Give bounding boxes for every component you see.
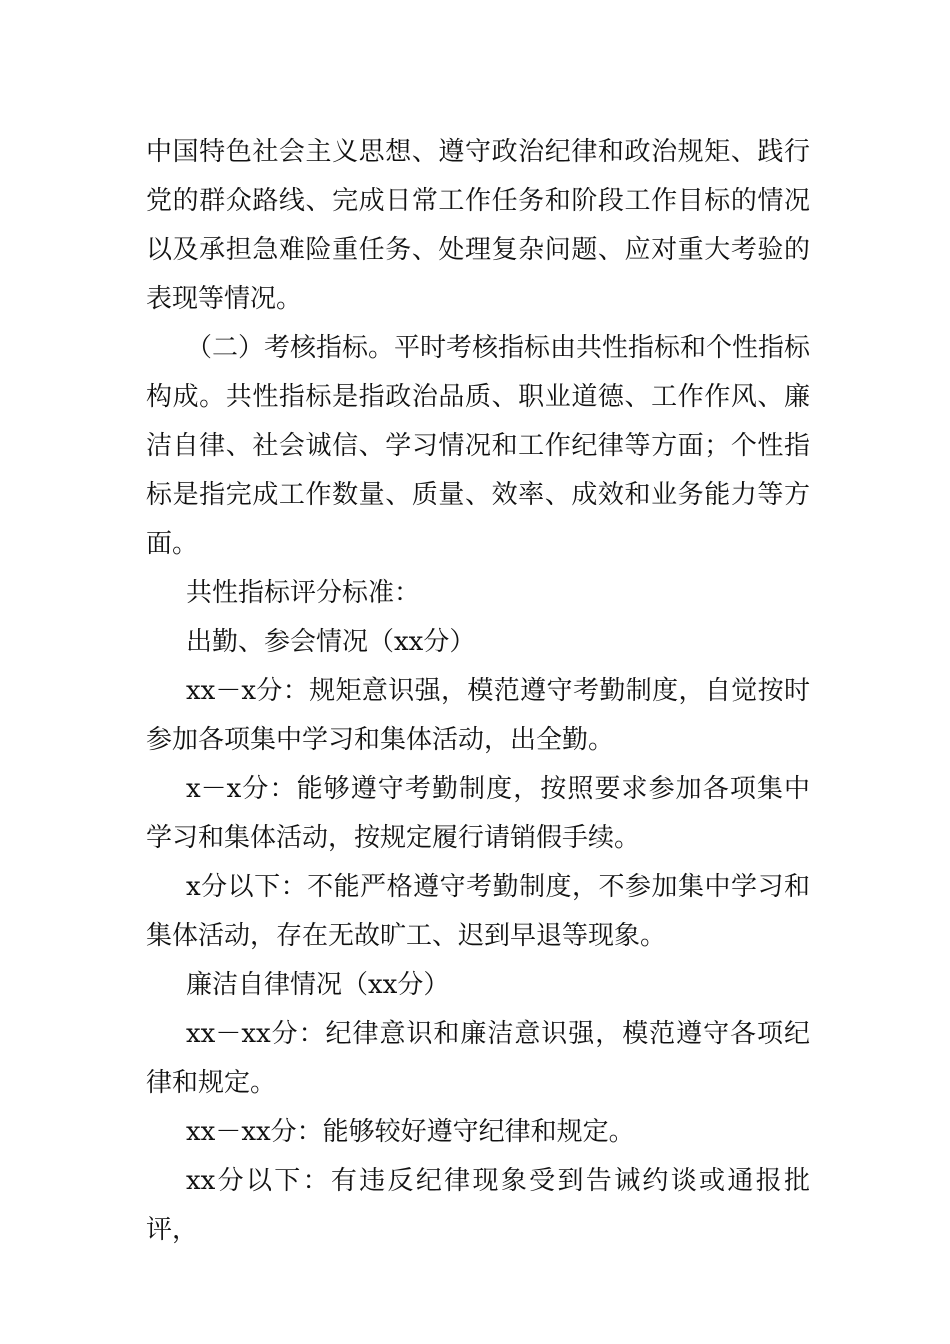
paragraph: xx分以下：有违反纪律现象受到告诫约谈或通报批评， — [146, 1166, 810, 1245]
paragraph: 廉洁自律情况（xx分） — [186, 970, 450, 1000]
paragraph: 中国特色社会主义思想、遵守政治纪律和政治规矩、践行党的群众路线、完成日常工作任务和阶段工作目标的情况以及承担急难险重任务、处理复杂问题、应对重大考验的表现等情况。 — [146, 137, 810, 314]
paragraph: xx－x分：规矩意识强，模范遵守考勤制度，自觉按时参加各项集中学习和集体活动，出全勤。 — [146, 676, 810, 755]
paragraph: 共性指标评分标准： — [186, 578, 421, 608]
paragraph: 出勤、参会情况（xx分） — [186, 627, 476, 657]
paragraph: xx－xx分：能够较好遵守纪律和规定。 — [186, 1117, 635, 1147]
paragraph: x分以下：不能严格遵守考勤制度，不参加集中学习和集体活动，存在无故旷工、迟到早退等现象。 — [146, 872, 810, 951]
paragraph: x－x分：能够遵守考勤制度，按照要求参加各项集中学习和集体活动，按规定履行请销假手续。 — [146, 774, 810, 853]
document-body — [146, 128, 810, 1255]
paragraph: xx－xx分：纪律意识和廉洁意识强，模范遵守各项纪律和规定。 — [146, 1019, 810, 1098]
paragraph: （二）考核指标。平时考核指标由共性指标和个性指标构成。共性指标是指政治品质、职业道德、工作作风、廉洁自律、社会诚信、学习情况和工作纪律等方面；个性指标是指完成工作数量、质量、效率、成效和业务能力等方面。 — [146, 333, 811, 559]
